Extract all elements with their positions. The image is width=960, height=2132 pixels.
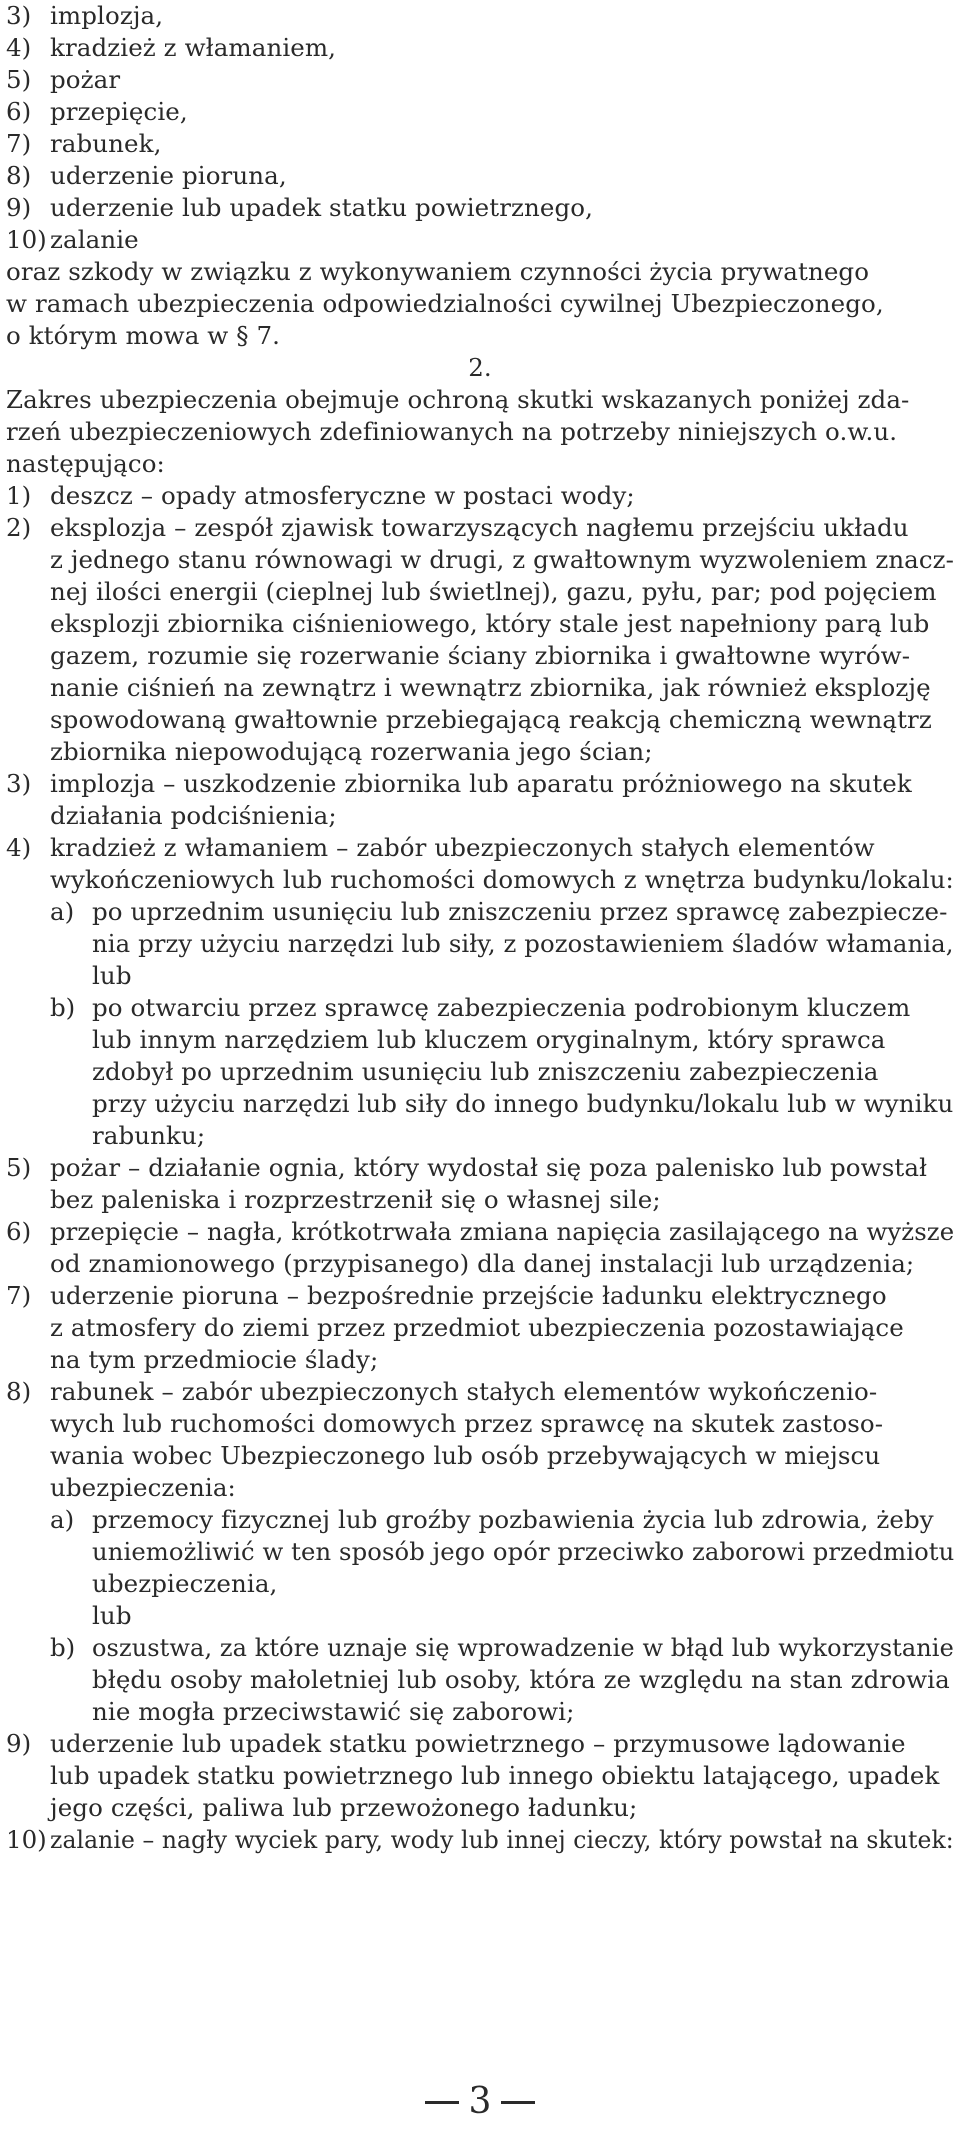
- list-item-text: rabunek,: [50, 129, 162, 158]
- list-item-number: 7): [6, 129, 32, 158]
- list-item-text: implozja,: [50, 1, 164, 30]
- sub-item-line: lub: [92, 1601, 132, 1630]
- definition-line: uderzenie lub upadek statku powietrznego – przymusowe lądowanie: [50, 1729, 906, 1758]
- sub-item-letter: b): [50, 1633, 76, 1662]
- definition-line: od znamionowego (przypisanego) dla danej instalacji lub urządzenia;: [50, 1249, 915, 1278]
- sub-item-letter: b): [50, 993, 76, 1022]
- sub-item-line: ubezpieczenia,: [92, 1569, 278, 1598]
- definition-line: zbiornika niepowodującą rozerwania jego ścian;: [50, 737, 653, 766]
- definition-line: spowodowaną gwałtownie przebiegającą reakcją chemiczną wewnątrz: [50, 705, 932, 734]
- list-item-text: przepięcie,: [50, 97, 188, 126]
- list-item-text: pożar: [50, 65, 121, 94]
- definition-line: ubezpieczenia:: [50, 1473, 236, 1502]
- sub-item-line: uniemożliwić w ten sposób jego opór przeciwko zaborowi przedmiotu: [92, 1537, 955, 1566]
- definition-line: działania podciśnienia;: [50, 801, 337, 830]
- section-line: rzeń ubezpieczeniowych zdefiniowanych na potrzeby niniejszych o.w.u.: [6, 417, 898, 446]
- definition-line: nej ilości energii (cieplnej lub świetlnej), gazu, pyłu, par; pod pojęciem: [50, 577, 937, 606]
- intro-line: oraz szkody w związku z wykonywaniem czynności życia prywatnego: [6, 257, 870, 286]
- sub-item-line: po uprzednim usunięciu lub zniszczeniu przez sprawcę zabezpiecze-: [92, 897, 948, 926]
- sub-item-line: nia przy użyciu narzędzi lub siły, z pozostawieniem śladów włamania,: [92, 929, 954, 958]
- definition-line: eksplozja – zespół zjawisk towarzyszących nagłemu przejściu układu: [50, 513, 909, 542]
- sub-item-letter: a): [50, 1505, 75, 1534]
- definition-line: lub upadek statku powietrznego lub innego obiektu latającego, upadek: [50, 1761, 940, 1790]
- definition-line: implozja – uszkodzenie zbiornika lub aparatu próżniowego na skutek: [50, 769, 912, 798]
- definition-line: eksplozji zbiornika ciśnieniowego, który stale jest napełniony parą lub: [50, 609, 930, 638]
- list-item-number: 9): [6, 193, 32, 222]
- definition-number: 2): [6, 513, 32, 542]
- list-item-text: kradzież z włamaniem,: [50, 33, 337, 62]
- definition-number: 7): [6, 1281, 32, 1310]
- list-item-text: uderzenie lub upadek statku powietrznego,: [50, 193, 594, 222]
- definition-line: z atmosfery do ziemi przez przedmiot ubezpieczenia pozostawiające: [50, 1313, 904, 1342]
- definition-number: 3): [6, 769, 32, 798]
- section-line: następująco:: [6, 449, 165, 478]
- sub-item-line: rabunku;: [92, 1121, 206, 1150]
- list-item-number: 10): [6, 225, 47, 254]
- definition-line: na tym przedmiocie ślady;: [50, 1345, 379, 1374]
- definition-line: bez paleniska i rozprzestrzenił się o własnej sile;: [50, 1185, 661, 1214]
- sub-item-line: lub: [92, 961, 132, 990]
- definition-line: przepięcie – nagła, krótkotrwała zmiana napięcia zasilającego na wyższe: [50, 1217, 955, 1246]
- definition-line: pożar – działanie ognia, który wydostał się poza palenisko lub powstał: [50, 1153, 928, 1182]
- list-item-number: 4): [6, 33, 32, 62]
- definition-line: rabunek – zabór ubezpieczonych stałych elementów wykończenio-: [50, 1377, 878, 1406]
- list-item-text: uderzenie pioruna,: [50, 161, 287, 190]
- sub-item-line: błędu osoby małoletniej lub osoby, która ze względu na stan zdrowia: [92, 1665, 950, 1694]
- list-item-number: 6): [6, 97, 32, 126]
- sub-item-line: po otwarciu przez sprawcę zabezpieczenia podrobionym kluczem: [92, 993, 911, 1022]
- definition-line: z jednego stanu równowagi w drugi, z gwałtownym wyzwoleniem znacz-: [50, 545, 955, 574]
- sub-item-line: nie mogła przeciwstawić się zaborowi;: [92, 1697, 575, 1726]
- definition-number: 10): [6, 1825, 47, 1854]
- definition-number: 4): [6, 833, 32, 862]
- definition-line: deszcz – opady atmosferyczne w postaci wody;: [50, 481, 635, 510]
- definition-number: 9): [6, 1729, 32, 1758]
- section-line: Zakres ubezpieczenia obejmuje ochroną skutki wskazanych poniżej zda-: [6, 385, 910, 414]
- sub-item-line: oszustwa, za które uznaje się wprowadzenie w błąd lub wykorzystanie: [92, 1633, 954, 1662]
- sub-item-line: przy użyciu narzędzi lub siły do innego budynku/lokalu lub w wyniku: [92, 1089, 954, 1118]
- sub-item-line: lub innym narzędziem lub kluczem oryginalnym, który sprawca: [92, 1025, 886, 1054]
- definition-number: 1): [6, 481, 32, 510]
- definition-number: 6): [6, 1217, 32, 1246]
- definition-line: wych lub ruchomości domowych przez sprawcę na skutek zastoso-: [50, 1409, 884, 1438]
- definition-line: wania wobec Ubezpieczonego lub osób przebywających w miejscu: [50, 1441, 881, 1470]
- definition-line: wykończeniowych lub ruchomości domowych z wnętrza budynku/lokalu:: [50, 865, 954, 894]
- intro-line: w ramach ubezpieczenia odpowiedzialności cywilnej Ubezpieczonego,: [6, 289, 884, 318]
- intro-line: o którym mowa w § 7.: [6, 321, 281, 350]
- footer-dash-left: [425, 2101, 459, 2104]
- sub-item-line: przemocy fizycznej lub groźby pozbawienia życia lub zdrowia, żeby: [92, 1505, 934, 1534]
- sub-item-letter: a): [50, 897, 75, 926]
- list-item-number: 8): [6, 161, 32, 190]
- list-item-number: 5): [6, 65, 32, 94]
- definition-number: 8): [6, 1377, 32, 1406]
- definition-line: jego części, paliwa lub przewożonego ładunku;: [50, 1793, 638, 1822]
- section-number: 2.: [468, 353, 492, 382]
- definition-line: gazem, rozumie się rozerwanie ściany zbiornika i gwałtowne wyrów-: [50, 641, 911, 670]
- definition-line: zalanie – nagły wyciek pary, wody lub innej cieczy, który powstał na skutek:: [50, 1825, 954, 1854]
- definition-line: uderzenie pioruna – bezpośrednie przejście ładunku elektrycznego: [50, 1281, 887, 1310]
- list-item-text: zalanie: [50, 225, 139, 254]
- page-footer: [6, 2080, 954, 2122]
- definition-number: 5): [6, 1153, 32, 1182]
- list-item-number: 3): [6, 1, 32, 30]
- definition-line: nanie ciśnień na zewnątrz i wewnątrz zbiornika, jak również eksplozję: [50, 673, 931, 702]
- page-number: 3: [468, 2081, 492, 2122]
- sub-item-line: zdobył po uprzednim usunięciu lub zniszczeniu zabezpieczenia: [92, 1057, 879, 1086]
- definition-line: kradzież z włamaniem – zabór ubezpieczonych stałych elementów: [50, 833, 875, 862]
- footer-dash-right: [501, 2101, 535, 2104]
